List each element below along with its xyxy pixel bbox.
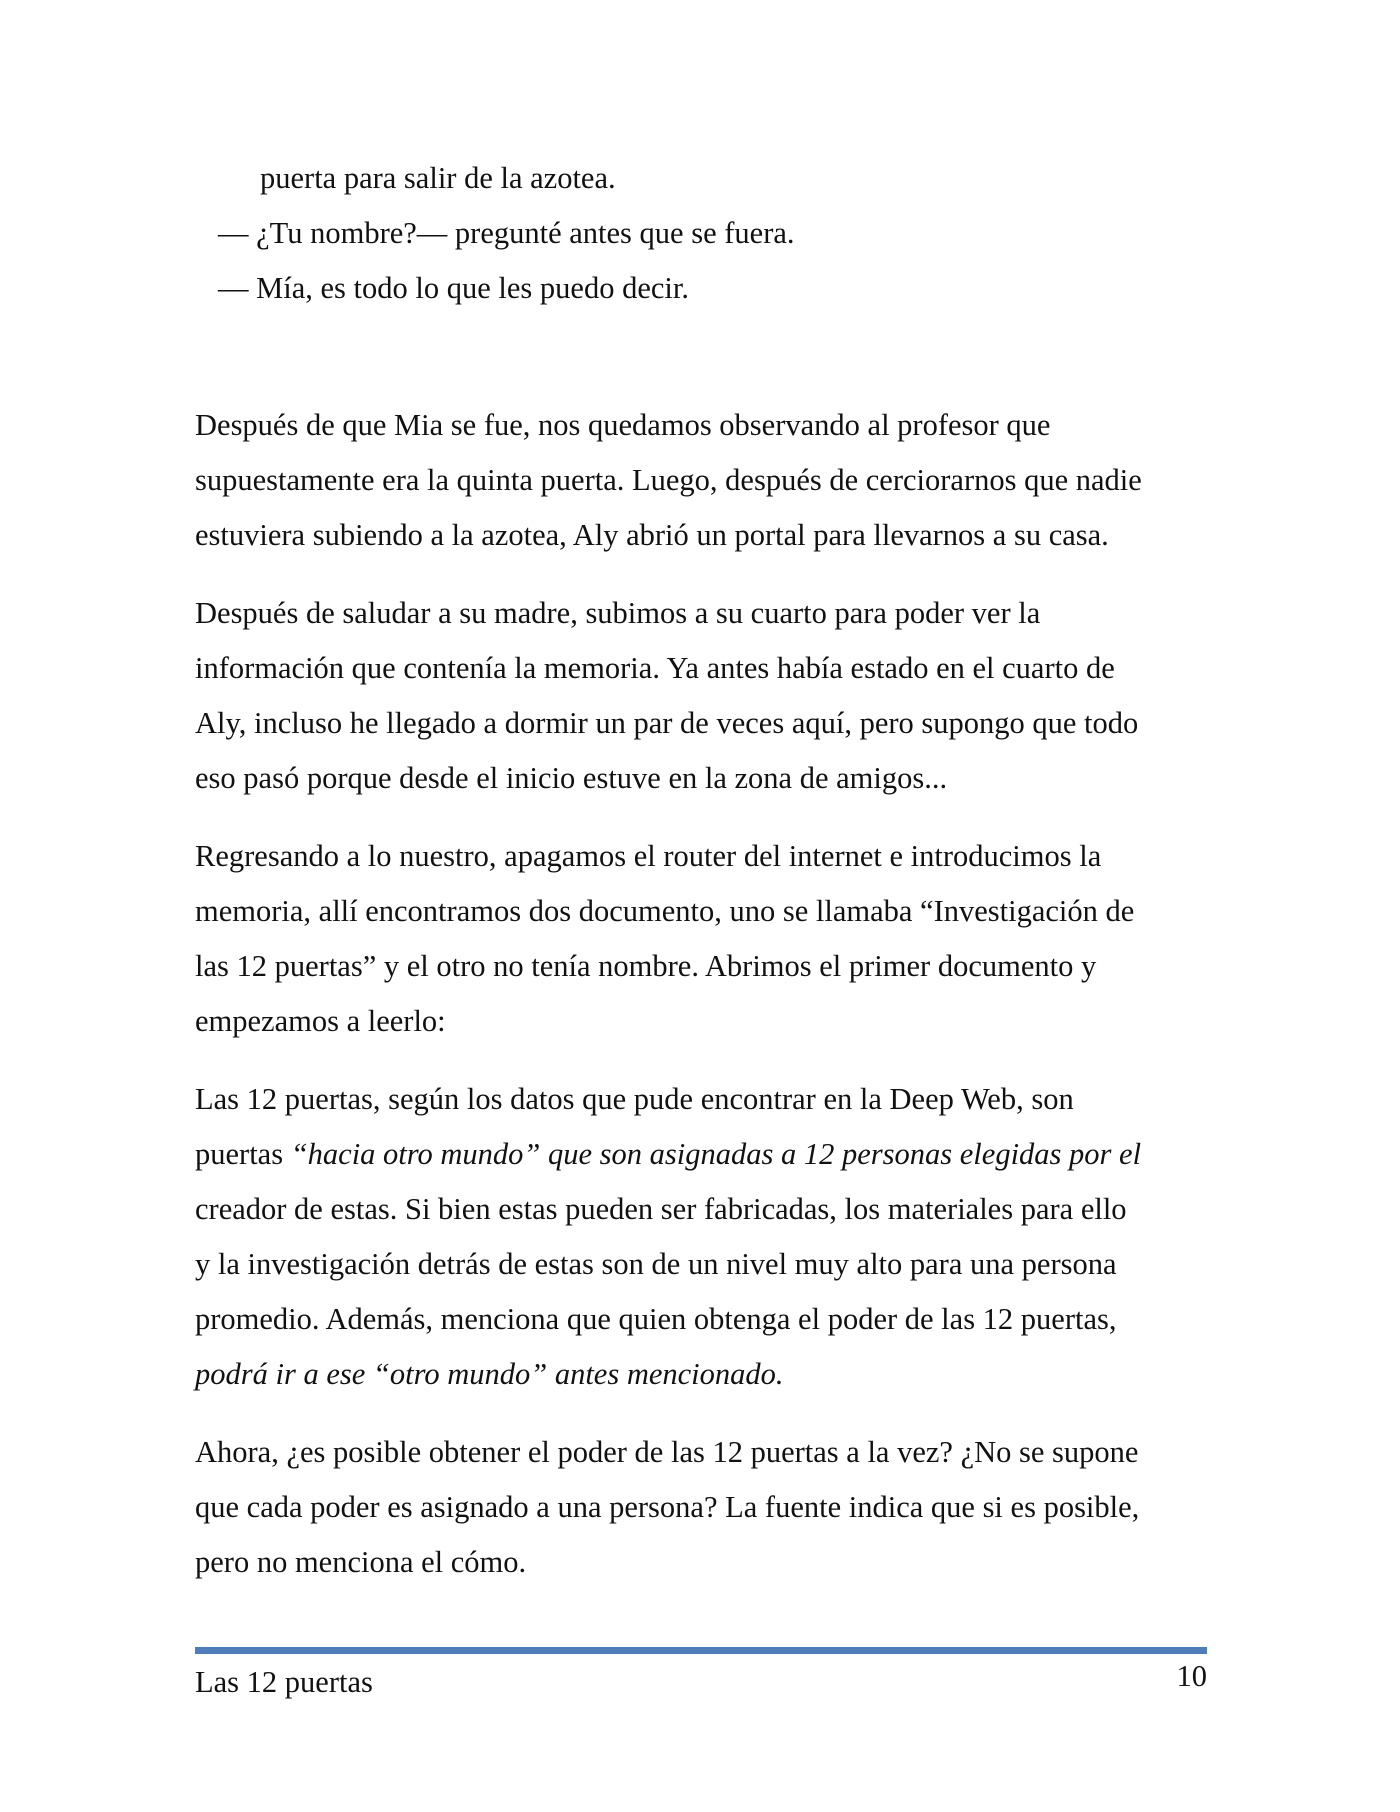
footer-divider	[195, 1647, 1207, 1654]
dialog-block	[195, 151, 1280, 316]
footer-page-number: 10	[1176, 1659, 1207, 1693]
paragraph-2	[195, 586, 1215, 806]
text-line: Después de que Mia se fue, nos quedamos observando al profesor que	[195, 408, 1051, 442]
dialog-line: — ¿Tu nombre?— pregunté antes que se fuera.	[218, 216, 795, 250]
italic-segment: podrá ir a ese “otro mundo” antes mencionado.	[195, 1357, 784, 1391]
text-line: eso pasó porque desde el inicio estuve en la zona de amigos...	[195, 761, 948, 795]
italic-segment: “hacia otro mundo” que son asignadas a 12 personas elegidas por el	[290, 1137, 1142, 1171]
paragraph-4	[195, 1072, 1215, 1402]
paragraph-1	[195, 398, 1215, 563]
paragraph-5	[195, 1425, 1215, 1590]
text-line: y la investigación detrás de estas son de un nivel muy alto para una persona	[195, 1247, 1117, 1281]
text-line: creador de estas. Si bien estas pueden ser fabricadas, los materiales para ello	[195, 1192, 1127, 1226]
text-line: información que contenía la memoria. Ya antes había estado en el cuarto de	[195, 651, 1115, 685]
text-line	[195, 1127, 1215, 1182]
text-line: promedio. Además, menciona que quien obtenga el poder de las 12 puertas,	[195, 1302, 1117, 1336]
text-line	[195, 1347, 1215, 1402]
dialog-line: puerta para salir de la azotea.	[260, 161, 616, 195]
text-line: estuviera subiendo a la azotea, Aly abrió un portal para llevarnos a su casa.	[195, 518, 1109, 552]
paragraph-3	[195, 829, 1215, 1049]
text-line: pero no menciona el cómo.	[195, 1545, 527, 1579]
body-text	[195, 398, 1215, 1613]
text-line: las 12 puertas” y el otro no tenía nombre. Abrimos el primer documento y	[195, 949, 1097, 983]
text-segment: puertas	[195, 1137, 291, 1171]
text-line: Las 12 puertas, según los datos que pude encontrar en la Deep Web, son	[195, 1082, 1074, 1116]
text-line: memoria, allí encontramos dos documento, uno se llamaba “Investigación de	[195, 894, 1135, 928]
text-line: supuestamente era la quinta puerta. Luego, después de cerciorarnos que nadie	[195, 463, 1142, 497]
text-line: Después de saludar a su madre, subimos a su cuarto para poder ver la	[195, 596, 1041, 630]
text-line: Aly, incluso he llegado a dormir un par de veces aquí, pero supongo que todo	[195, 706, 1139, 740]
text-line: empezamos a leerlo:	[195, 1004, 446, 1038]
footer-book-title: Las 12 puertas	[195, 1665, 373, 1699]
dialog-line: — Mía, es todo lo que les puedo decir.	[218, 271, 689, 305]
text-line: que cada poder es asignado a una persona? La fuente indica que si es posible,	[195, 1490, 1140, 1524]
text-line: Regresando a lo nuestro, apagamos el router del internet e introducimos la	[195, 839, 1102, 873]
text-line: Ahora, ¿es posible obtener el poder de las 12 puertas a la vez? ¿No se supone	[195, 1435, 1139, 1469]
